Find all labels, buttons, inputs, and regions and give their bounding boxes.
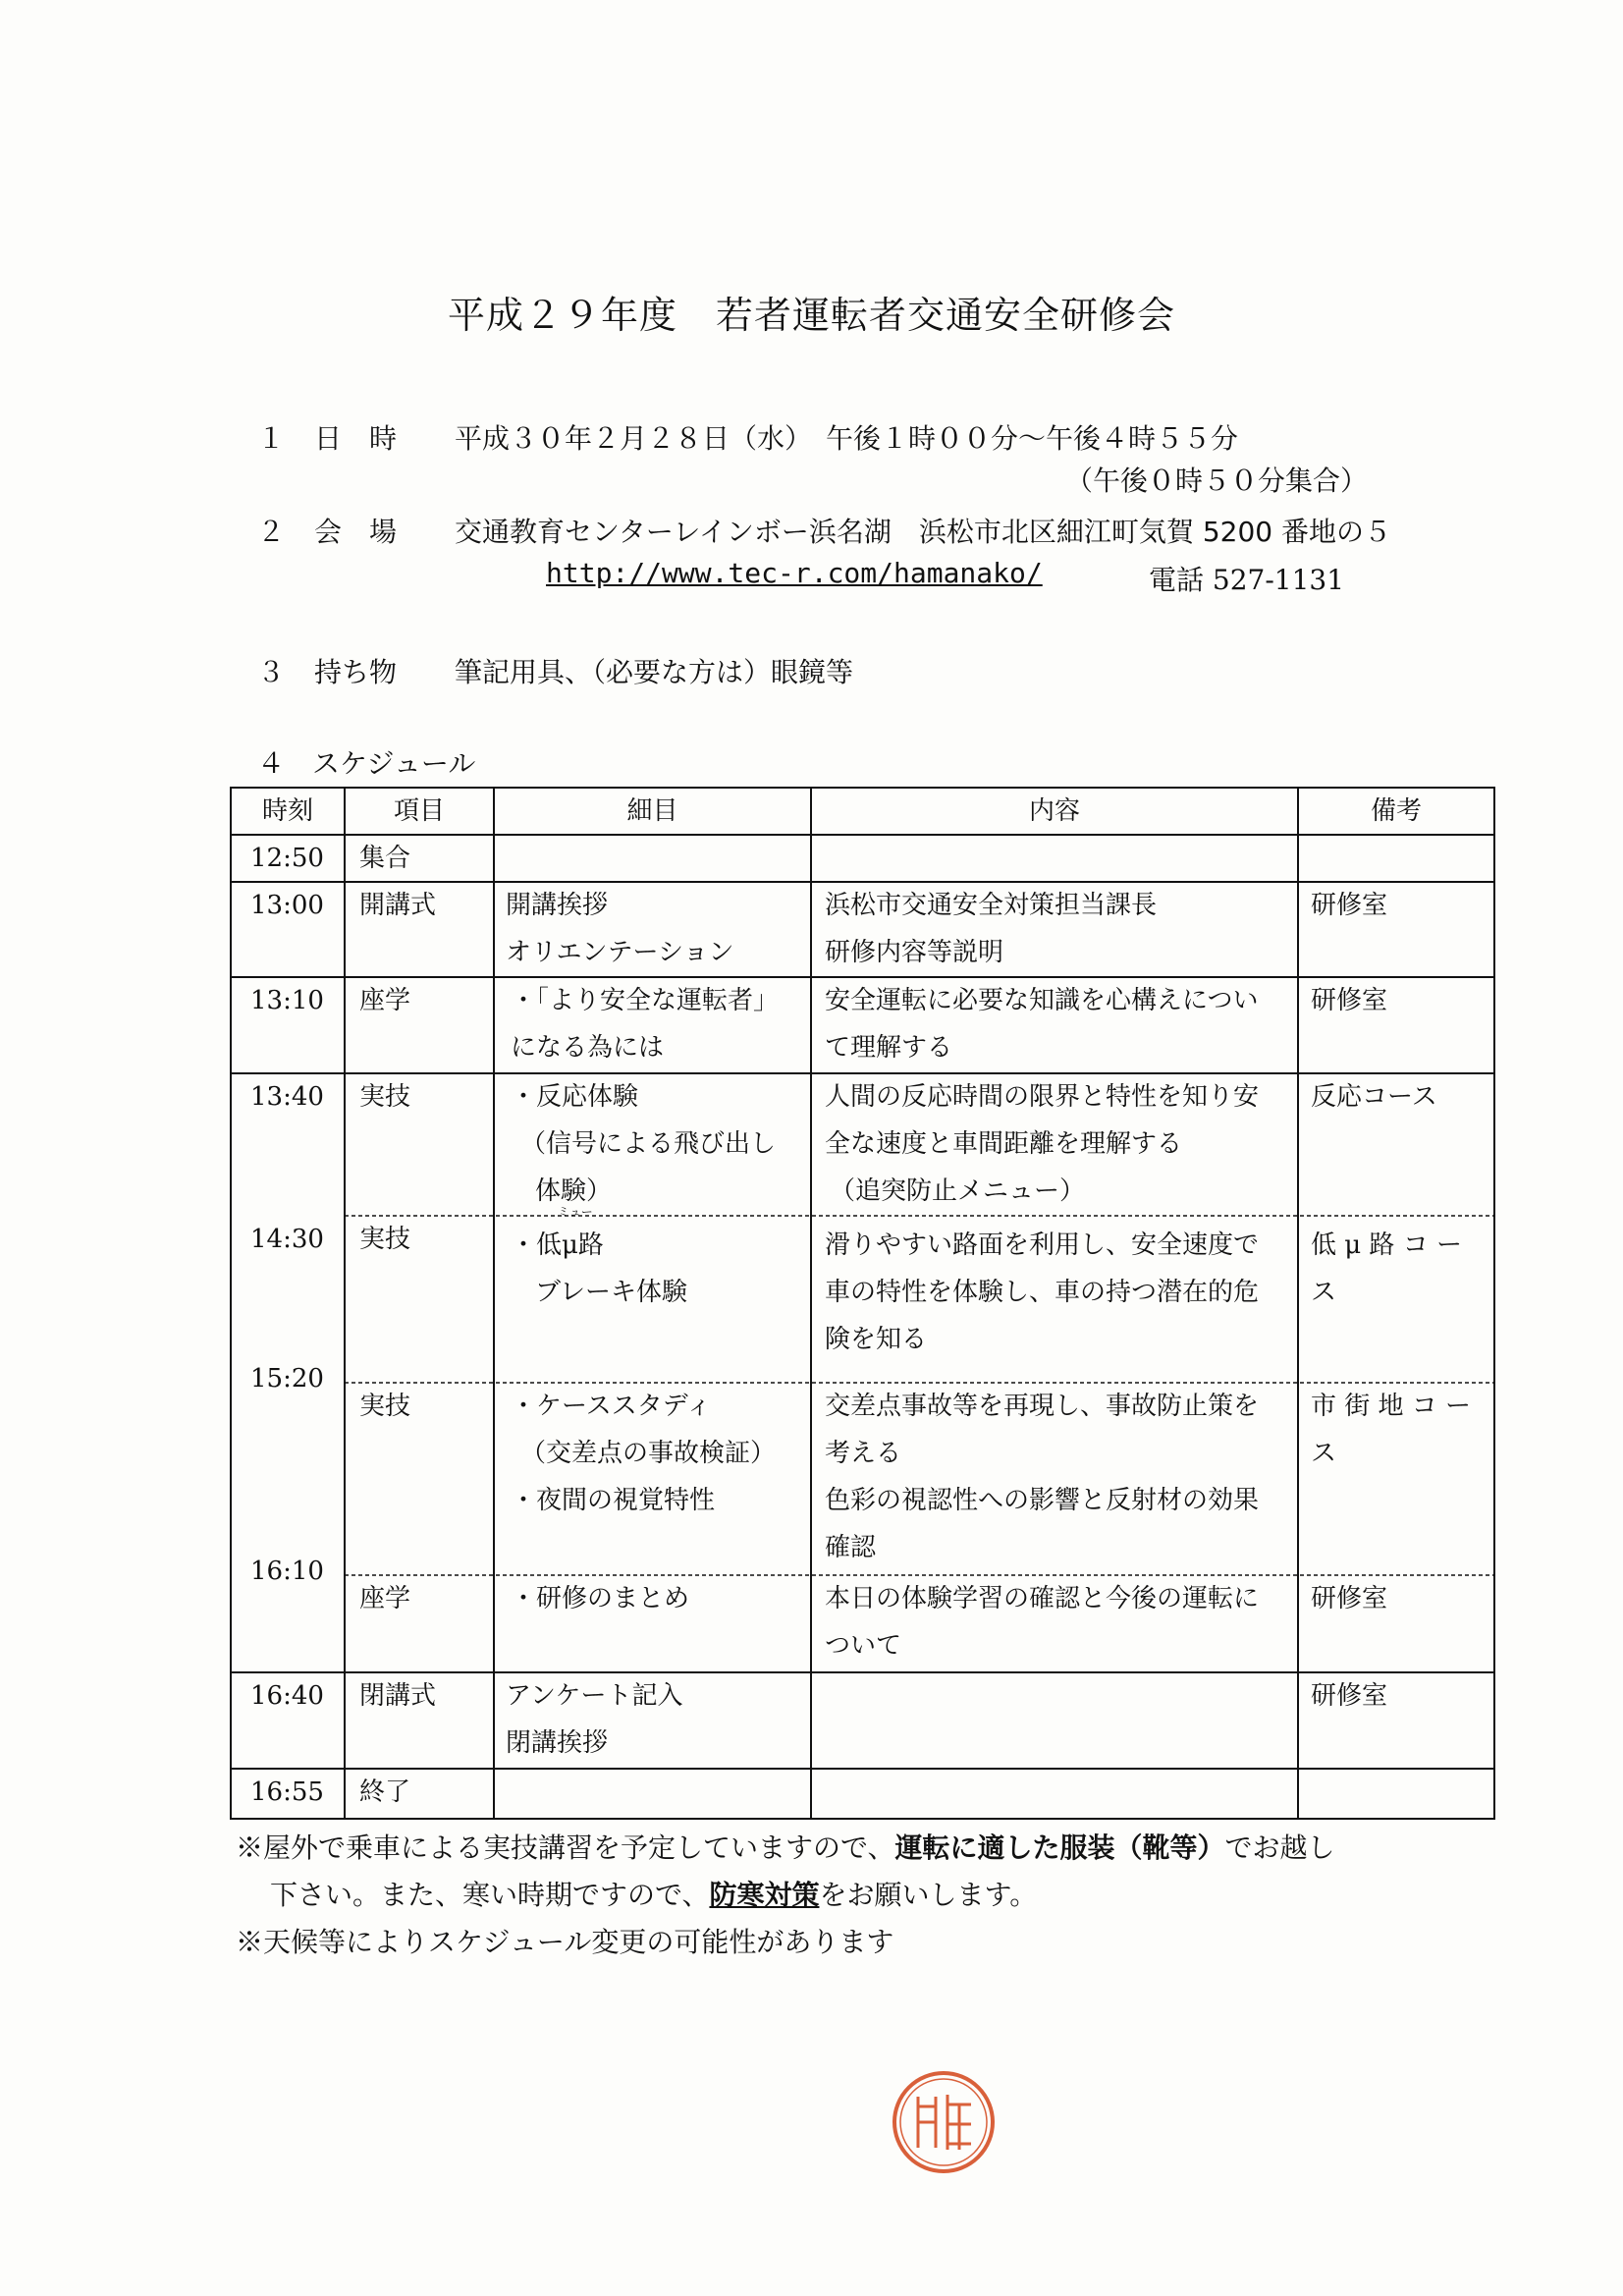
- content-line: 浜松市交通安全対策担当課長: [825, 891, 1158, 920]
- content-line: 車の特性を体験し、車の持つ潜在的危: [825, 1278, 1260, 1307]
- detail-line: ・研修のまとめ: [511, 1584, 690, 1613]
- remark-cell: 研修室: [1311, 986, 1388, 1015]
- venue-value: 交通教育センターレインボー浜名湖 浜松市北区細江町気賀 5200 番地の５: [455, 516, 1391, 548]
- detail-line: になる為には: [511, 1033, 665, 1063]
- detail-line: 体験）: [535, 1176, 613, 1206]
- note-cold: [270, 1874, 1037, 1913]
- belongings-value: 筆記用具、（必要な方は）眼鏡等: [455, 656, 854, 688]
- content-line: 考える: [825, 1439, 902, 1468]
- item-cell: 実技: [359, 1225, 411, 1254]
- content-line: ついて: [825, 1631, 902, 1661]
- content-line: 人間の反応時間の限界と特性を知り安: [825, 1082, 1260, 1112]
- datetime-value: 平成３０年２月２８日（水） 午後１時００分～午後４時５５分: [455, 422, 1239, 455]
- content-line: 滑りやすい路面を利用し、安全速度で: [825, 1230, 1260, 1260]
- content-line: 研修内容等説明: [825, 938, 1004, 967]
- note-cold-emphasis: 防寒対策: [709, 1879, 820, 1911]
- item-cell: 座学: [359, 1584, 411, 1613]
- content-line: 全な速度と車間距離を理解する: [825, 1129, 1183, 1159]
- datetime-gathering-note: （午後０時５０分集合）: [1065, 465, 1369, 497]
- detail-line: ・夜間の視覚特性: [511, 1486, 716, 1515]
- item-cell: 閉講式: [359, 1681, 437, 1711]
- remark-cell: 研修室: [1311, 1681, 1388, 1711]
- remark-line: 市 街 地 コ ー: [1311, 1392, 1472, 1421]
- item-cell: 開講式: [359, 891, 437, 920]
- remark-line: ス: [1311, 1439, 1337, 1468]
- content-line: 険を知る: [825, 1325, 928, 1354]
- time-cell: 16:10: [250, 1557, 324, 1586]
- header-content: 内容: [1028, 796, 1080, 826]
- venue-label: 会 場: [314, 516, 398, 548]
- time-cell: 16:40: [250, 1681, 324, 1711]
- note-cold-text-c: をお願いします。: [819, 1879, 1038, 1911]
- detail-line: 閉講挨拶: [506, 1728, 609, 1758]
- note-clothing-text-c: でお越し: [1224, 1831, 1335, 1864]
- detail-line: 開講挨拶: [506, 891, 609, 920]
- note-cold-text-a: 下さい。また、寒い時期ですので、: [270, 1879, 710, 1911]
- belongings-label: 持ち物: [314, 656, 398, 688]
- content-line: 確認: [825, 1533, 877, 1562]
- schedule-number: ４: [257, 747, 286, 780]
- datetime-number: １: [257, 422, 286, 455]
- item-cell: 座学: [359, 986, 411, 1015]
- venue-number: ２: [257, 516, 286, 548]
- note-clothing: [236, 1827, 1334, 1866]
- content-line: 色彩の視認性への影響と反射材の効果: [825, 1486, 1260, 1515]
- content-line: 本日の体験学習の確認と今後の運転に: [825, 1584, 1260, 1613]
- detail-line: （信号による飛び出し: [520, 1129, 777, 1159]
- item-cell: 集合: [359, 844, 411, 873]
- note-clothing-text-a: ※屋外で乗車による実技講習を予定していますので、: [236, 1831, 895, 1864]
- detail-line: ・反応体験: [511, 1082, 639, 1112]
- belongings-number: ３: [257, 656, 286, 688]
- note-weather: ※天候等によりスケジュール変更の可能性があります: [236, 1926, 894, 1958]
- remark-cell: 反応コース: [1311, 1082, 1437, 1112]
- remark-line: ス: [1311, 1278, 1337, 1307]
- header-detail: 細目: [626, 796, 678, 826]
- item-cell: 実技: [359, 1392, 411, 1421]
- page-title: 平成２９年度 若者運転者交通安全研修会: [447, 294, 1175, 337]
- item-cell: 終了: [359, 1777, 411, 1807]
- mu-ruby: ミュー: [558, 1205, 593, 1219]
- venue-url-link[interactable]: http://www.tec-r.com/hamanako/: [546, 557, 1043, 589]
- datetime-label: 日 時: [314, 422, 398, 455]
- content-line: （追突防止メニュー）: [830, 1176, 1086, 1206]
- detail-line: アンケート記入: [506, 1681, 683, 1711]
- content-line: て理解する: [825, 1033, 953, 1063]
- content-line: 安全運転に必要な知識を心構えについ: [825, 986, 1259, 1015]
- remark-cell: 研修室: [1311, 891, 1388, 920]
- detail-line: オリエンテーション: [506, 938, 734, 967]
- content-line: 交差点事故等を再現し、事故防止策を: [825, 1392, 1260, 1421]
- header-item: 項目: [393, 796, 445, 826]
- time-cell: 16:55: [250, 1777, 324, 1807]
- detail-line: ・ケーススタディ: [511, 1392, 712, 1421]
- note-clothing-emphasis: 運転に適した服装（靴等）: [894, 1831, 1225, 1864]
- venue-phone: 電話 527-1131: [1149, 564, 1345, 596]
- remark-line: 低 μ 路 コ ー: [1311, 1230, 1462, 1260]
- item-cell: 実技: [359, 1082, 411, 1112]
- time-cell: 14:30: [250, 1225, 324, 1254]
- seal-stamp-icon: [889, 2067, 999, 2177]
- detail-line: ブレーキ体験: [535, 1278, 687, 1307]
- time-cell: 13:00: [250, 891, 324, 920]
- time-cell: 13:40: [250, 1082, 324, 1112]
- time-cell: 13:10: [250, 986, 324, 1015]
- schedule-heading: スケジュール: [312, 747, 476, 780]
- detail-line: ・低μ路: [511, 1230, 604, 1260]
- remark-cell: 研修室: [1311, 1584, 1388, 1613]
- time-cell: 12:50: [250, 844, 324, 873]
- detail-line: ・「より安全な運転者」: [511, 986, 780, 1015]
- detail-line: （交差点の事故検証）: [520, 1439, 777, 1468]
- header-time: 時刻: [261, 796, 313, 826]
- header-remark: 備考: [1370, 796, 1422, 826]
- time-cell: 15:20: [250, 1364, 324, 1394]
